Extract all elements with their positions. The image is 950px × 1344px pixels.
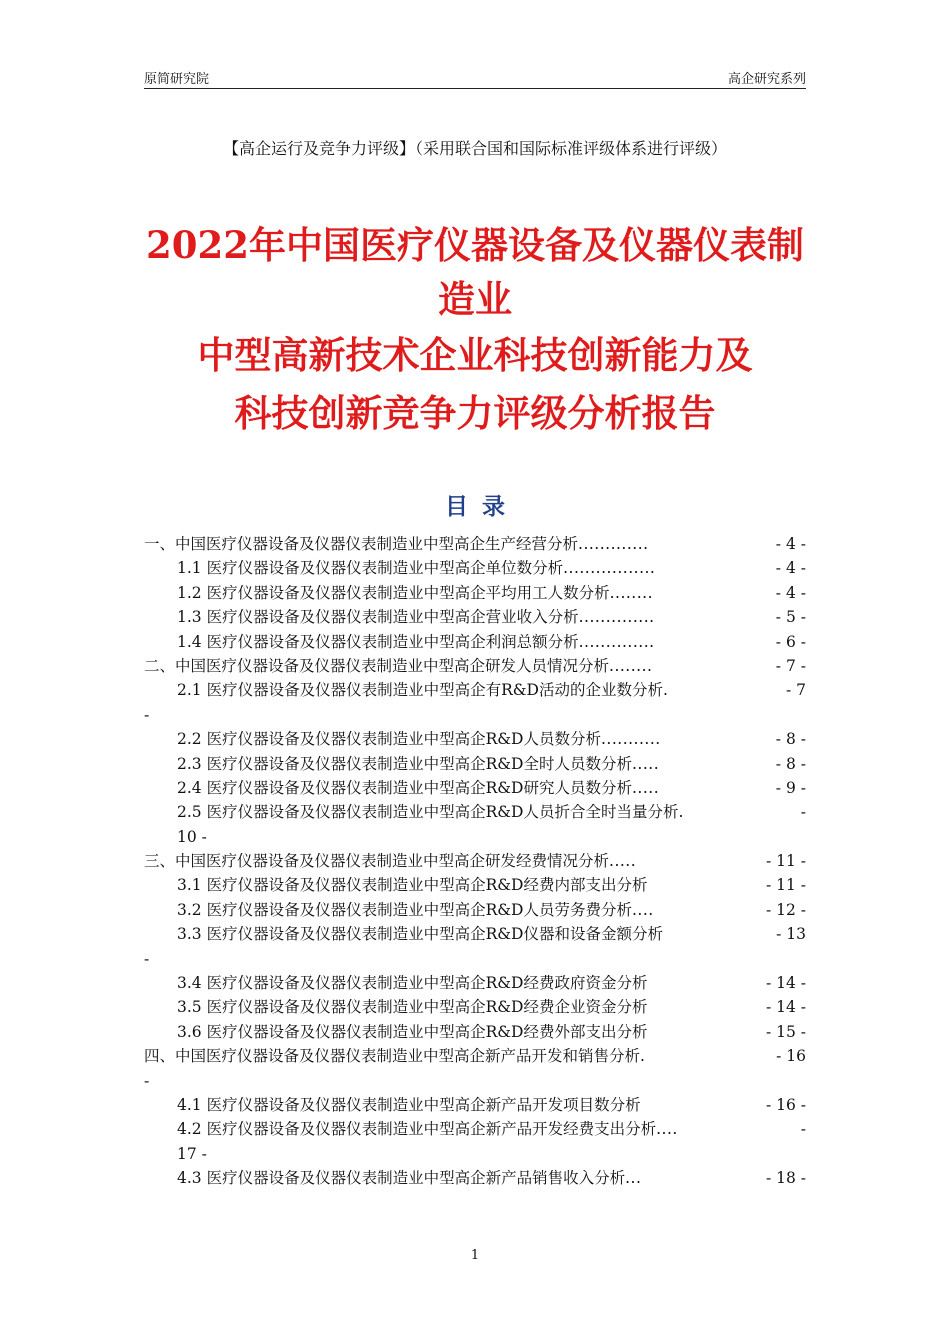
toc-page-number: - 8 - — [775, 727, 806, 751]
toc-entry[interactable] — [144, 1020, 806, 1044]
toc-leader: ..... — [609, 852, 637, 871]
toc-entry-text: 3.2 医疗仪器设备及仪器仪表制造业中型高企R&D人员劳务费分析 — [177, 900, 632, 919]
toc-page-number: - — [800, 800, 806, 824]
header-right: 高企研究系列 — [727, 72, 806, 87]
toc-leader: ........... — [600, 730, 661, 749]
toc-page-number: - 11 - — [765, 873, 806, 897]
toc-entry-text: 四、中国医疗仪器设备及仪器仪表制造业中型高企新产品开发和销售分析 — [144, 1047, 641, 1066]
toc-entry-text: 2.4 医疗仪器设备及仪器仪表制造业中型高企R&D研究人员数分析 — [177, 778, 632, 797]
toc-page-number: - 5 - — [775, 605, 806, 629]
toc-leader: .... — [631, 900, 654, 919]
report-title-line2 — [90, 326, 860, 442]
toc-entry-text: 一、中国医疗仪器设备及仪器仪表制造业中型高企生产经营分析 — [144, 535, 579, 553]
toc-page-number: - 16 - — [765, 1093, 806, 1117]
toc-leader: ........ — [609, 656, 653, 675]
toc-entry-text: 2.5 医疗仪器设备及仪器仪表制造业中型高企R&D人员折合全时当量分析 — [177, 803, 679, 822]
toc-leader: ... — [625, 1169, 642, 1188]
toc-entry[interactable] — [144, 581, 806, 605]
toc-page-number-wrap: - — [144, 1071, 150, 1090]
title-text: 造业 — [438, 277, 512, 321]
toc-entry[interactable] — [144, 1166, 806, 1190]
toc-heading: 目录 — [445, 493, 519, 520]
toc-entry-text: 4.3 医疗仪器设备及仪器仪表制造业中型高企新产品销售收入分析 — [177, 1169, 626, 1188]
toc-entry[interactable] — [144, 654, 806, 678]
toc-entry[interactable] — [144, 995, 806, 1019]
toc-entry-text: 3.3 医疗仪器设备及仪器仪表制造业中型高企R&D仪器和设备金额分析 — [177, 925, 663, 944]
toc-page-number: - 7 — [785, 678, 806, 702]
toc-leader: ........ — [609, 583, 654, 602]
toc-leader: .............. — [578, 632, 655, 651]
toc-page-number: - 7 - — [775, 654, 806, 678]
toc-page-number: - 6 - — [775, 630, 806, 654]
toc-entry-text: 3.1 医疗仪器设备及仪器仪表制造业中型高企R&D经费内部支出分析 — [177, 876, 648, 895]
toc-leader: ................. — [563, 559, 656, 578]
toc-page-number: - 8 - — [775, 752, 806, 776]
toc-entry-text: 4.2 医疗仪器设备及仪器仪表制造业中型高企新产品开发经费支出分析 — [177, 1120, 657, 1139]
toc-page-number: - 4 - — [775, 556, 806, 580]
toc-entry-text: 3.5 医疗仪器设备及仪器仪表制造业中型高企R&D经费企业资金分析 — [177, 998, 648, 1017]
toc-page-number-wrap: - — [144, 705, 150, 724]
toc-entry[interactable] — [144, 630, 806, 654]
toc-entry[interactable] — [144, 532, 806, 556]
toc-page-number: - — [800, 1117, 806, 1141]
toc-entry-text: 1.3 医疗仪器设备及仪器仪表制造业中型高企营业收入分析 — [177, 608, 579, 627]
toc-page-number: - 12 - — [765, 898, 806, 922]
toc-entry[interactable] — [144, 776, 806, 800]
toc-entry-text: 2.2 医疗仪器设备及仪器仪表制造业中型高企R&D人员数分析 — [177, 730, 601, 749]
toc-leader: . — [678, 803, 684, 822]
toc-entry-text: 2.3 医疗仪器设备及仪器仪表制造业中型高企R&D全时人员数分析 — [177, 754, 632, 773]
toc-leader: ............. — [578, 535, 649, 553]
toc-entry[interactable] — [144, 849, 806, 873]
toc-page-number: - 11 - — [765, 849, 806, 873]
toc-entry-text: 3.6 医疗仪器设备及仪器仪表制造业中型高企R&D经费外部支出分析 — [177, 1022, 648, 1041]
toc-entry[interactable] — [144, 800, 806, 824]
toc-entry-text: 二、中国医疗仪器设备及仪器仪表制造业中型高企研发人员情况分析 — [144, 656, 610, 675]
toc-entry[interactable] — [144, 1093, 806, 1117]
toc-entry-text: 2.1 医疗仪器设备及仪器仪表制造业中型高企有R&D活动的企业数分析 — [177, 681, 663, 700]
toc-page-number: - 4 - — [775, 532, 806, 556]
toc-page-number-wrap: - — [144, 949, 150, 968]
toc-entry[interactable] — [144, 873, 806, 897]
toc-entry[interactable] — [144, 752, 806, 776]
title-text: 中型高新技术企业科技创新能力及 — [197, 333, 753, 377]
page-number: 1 — [470, 1248, 480, 1263]
toc-entry[interactable] — [144, 727, 806, 751]
toc-leader: ..... — [631, 754, 660, 773]
toc-entry[interactable] — [144, 1117, 806, 1141]
toc-entry-text: 1.2 医疗仪器设备及仪器仪表制造业中型高企平均用工人数分析 — [177, 583, 610, 602]
toc-leader: . — [662, 681, 669, 700]
toc-page-number: - 14 - — [765, 995, 806, 1019]
page-header — [144, 66, 806, 88]
toc-entry[interactable] — [144, 898, 806, 922]
toc-entry-text: 三、中国医疗仪器设备及仪器仪表制造业中型高企研发经费情况分析 — [144, 852, 610, 871]
toc-entry[interactable] — [144, 678, 806, 702]
toc-page-number: - 13 — [775, 922, 806, 946]
toc-leader: .... — [656, 1120, 678, 1139]
title-text: 科技创新竞争力评级分析报告 — [234, 391, 716, 435]
toc-page-number: - 16 — [775, 1044, 806, 1068]
toc-entry[interactable] — [144, 605, 806, 629]
toc-leader: .............. — [578, 608, 655, 627]
toc-entry-text: 1.4 医疗仪器设备及仪器仪表制造业中型高企利润总额分析 — [177, 632, 579, 651]
toc-entry-text: 1.1 医疗仪器设备及仪器仪表制造业中型高企单位数分析 — [177, 559, 564, 578]
toc-entry-text: 3.4 医疗仪器设备及仪器仪表制造业中型高企R&D经费政府资金分析 — [177, 974, 648, 993]
report-title-line1 — [90, 218, 860, 326]
toc-page-number: - 9 - — [775, 776, 806, 800]
title-text: 2022年中国医疗仪器设备及仪器仪表制 — [146, 223, 804, 267]
toc-entry-text: 4.1 医疗仪器设备及仪器仪表制造业中型高企新产品开发项目数分析 — [177, 1095, 641, 1114]
toc-entry[interactable] — [144, 971, 806, 995]
toc-page-number-wrap: 17 - — [177, 1144, 207, 1163]
header-divider — [144, 88, 806, 89]
header-left: 原简研究院 — [144, 72, 210, 87]
toc-page-number-wrap: 10 - — [177, 827, 207, 846]
toc-page-number: - 15 - — [765, 1020, 806, 1044]
rating-tagline: 【高企运行及竞争力评级】（采用联合国和国际标准评级体系进行评级） — [222, 139, 727, 158]
toc-leader: ..... — [631, 778, 660, 797]
table-of-contents — [144, 532, 806, 1191]
toc-page-number: - 14 - — [765, 971, 806, 995]
toc-entry[interactable] — [144, 1044, 806, 1068]
toc-page-number: - 18 - — [765, 1166, 806, 1190]
toc-leader: . — [640, 1047, 646, 1066]
toc-entry[interactable] — [144, 922, 806, 946]
toc-entry[interactable] — [144, 556, 806, 580]
toc-page-number: - 4 - — [775, 581, 806, 605]
